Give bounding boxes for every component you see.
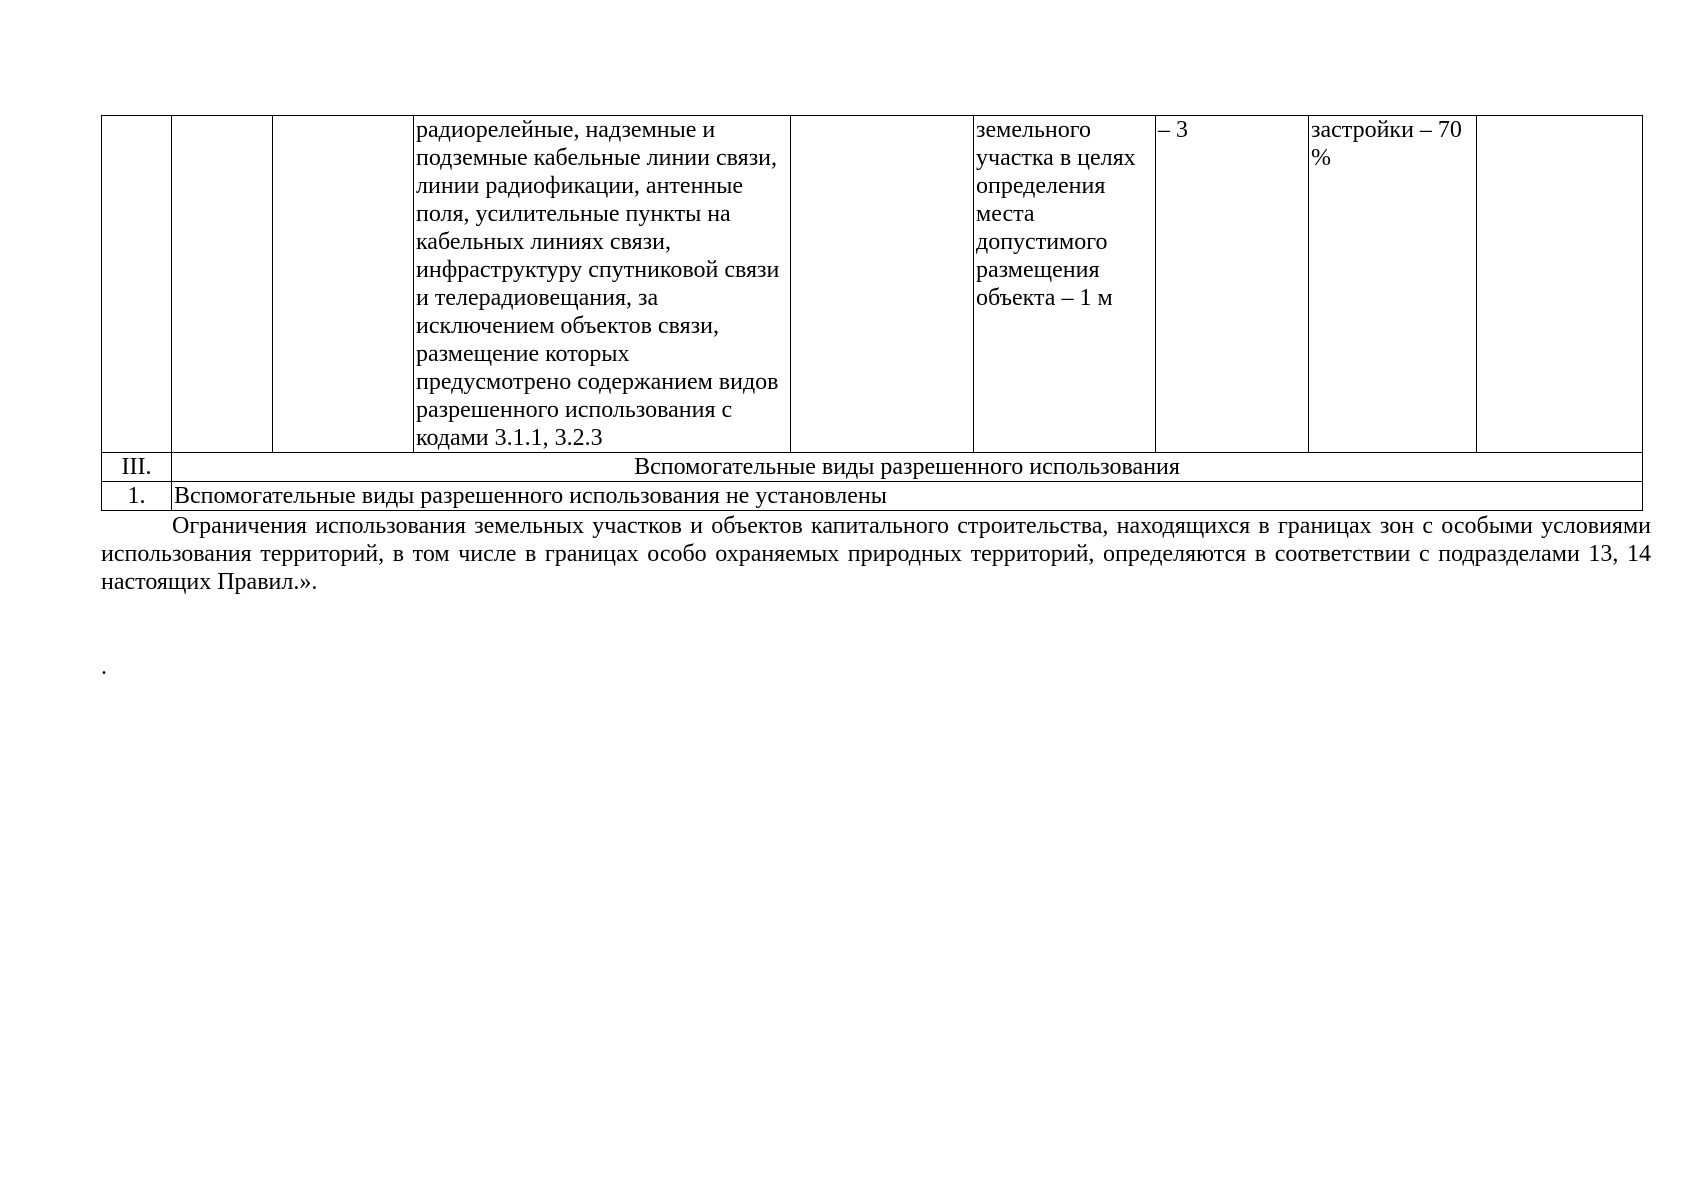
table-row	[102, 116, 1643, 453]
table-cell	[273, 116, 414, 453]
section-title: Вспомогательные виды разрешенного использования	[172, 453, 1643, 482]
table-cell-setback: земельного участка в целях определения места допустимого размещения объекта – 1 м	[974, 116, 1156, 453]
item-text: Вспомогательные виды разрешенного использования не установлены	[172, 482, 1643, 511]
land-use-table	[101, 115, 1643, 511]
table-cell	[172, 116, 273, 453]
table-cell-number	[102, 116, 172, 453]
table-cell-coverage: застройки – 70 %	[1309, 116, 1477, 453]
table-cell-description: радиорелейные, надземные и подземные кабельные линии связи, линии радиофикации, антенные поля, усилительные пункты на кабельных линиях связи, инфраструктуру спутниковой связи и телерадиовещания, за исключением объектов связи, размещение которых предусмотрено содержанием видов разрешенного использования с кодами 3.1.1, 3.2.3	[414, 116, 791, 453]
table-row	[102, 482, 1643, 511]
table-cell	[1477, 116, 1643, 453]
trailing-mark: .	[101, 654, 107, 680]
section-number: III.	[102, 453, 172, 482]
note-paragraph: Ограничения использования земельных участков и объектов капитального строительства, находящихся в границах зон с особыми условиями использования территорий, в том числе в границах особо охраняемых природных территорий, определяются в соответствии с подразделами 13, 14 настоящих Правил.».	[101, 513, 1651, 595]
table-row	[102, 453, 1643, 482]
table-cell-floors: – 3	[1156, 116, 1309, 453]
item-number: 1.	[102, 482, 172, 511]
table-cell	[791, 116, 974, 453]
